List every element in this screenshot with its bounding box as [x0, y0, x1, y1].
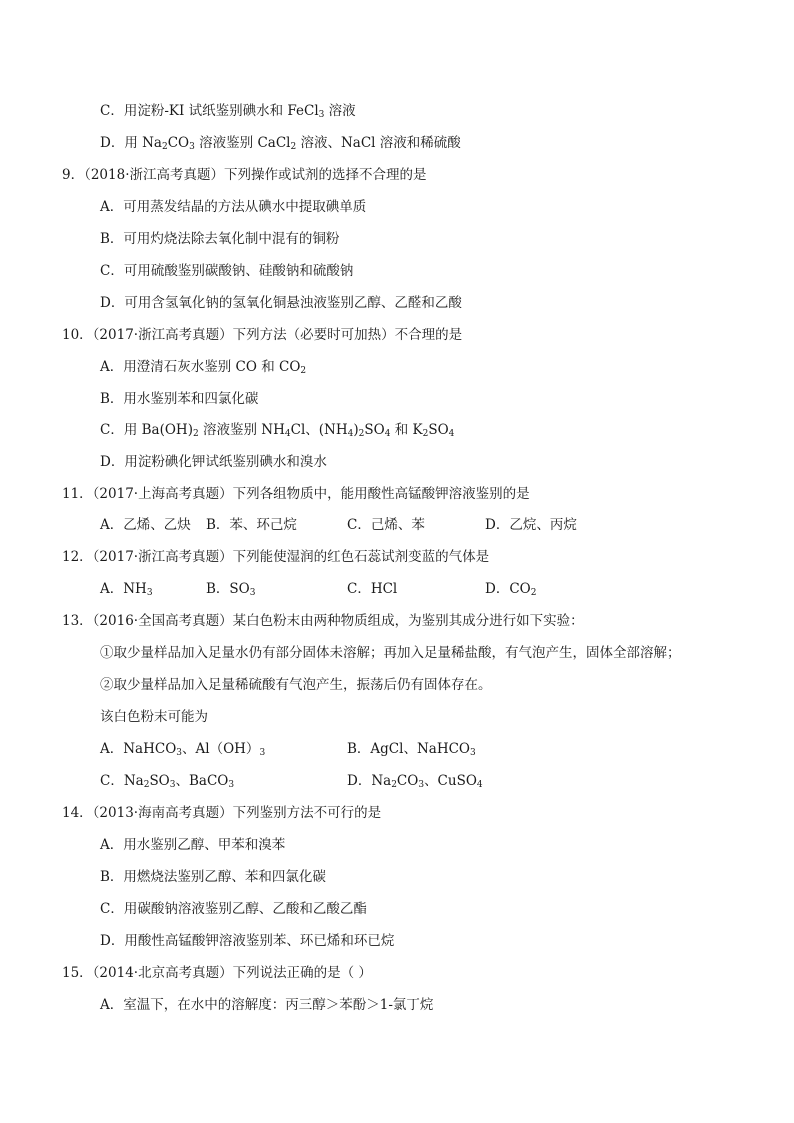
option-choice: C．$Na_2SO_3$、BaCO$_3$ — [100, 773, 235, 790]
option-choice: B．苯、环己烷 — [206, 517, 297, 533]
option-text: C．用碳酸钠溶液鉴别乙醇、乙酸和乙酸乙酯 — [100, 901, 367, 917]
option-row — [100, 580, 700, 598]
option-text: C．用淀粉-KI 试纸鉴别碘水和 FeCl$_3$ 溶液 — [100, 103, 356, 120]
question-stem: 9．（2018·浙江高考真题）下列操作或试剂的选择不合理的是 — [62, 167, 427, 183]
question-stem: 11．（2017·上海高考真题）下列各组物质中，能用酸性高锰酸钾溶液鉴别的是 — [62, 486, 530, 502]
option-choice: A．NaHCO$_3$、$Al(OH)_3$ — [100, 741, 266, 758]
option-text: ①取少量样品加入足量水仍有部分固体未溶解；再加入足量稀盐酸，有气泡产生，固体全部溶解； — [100, 645, 681, 661]
option-text: 该白色粉末可能为 — [100, 709, 208, 725]
option-text: B．可用灼烧法除去氧化制中混有的铜粉 — [100, 231, 340, 247]
option-choice: A．乙烯、乙炔 — [100, 517, 191, 533]
question-stem: 12．（2017·浙江高考真题）下列能使湿润的红色石蕊试剂变蓝的气体是 — [62, 549, 490, 565]
option-row — [100, 740, 700, 758]
option-choice: C．HCl — [347, 581, 398, 597]
option-text: D．用 $Na_2CO_3$ 溶液鉴别 CaCl$_2$ 溶液、NaCl 溶液和稀硫酸 — [100, 135, 461, 152]
option-text: ②取少量样品加入足量稀硫酸有气泡产生，振荡后仍有固体存在。 — [100, 677, 492, 693]
option-choice: D．乙烷、丙烷 — [485, 517, 577, 533]
option-text: A．用澄清石灰水鉴别 CO 和 $CO_2$ — [100, 359, 307, 376]
question-stem: 10．（2017·浙江高考真题）下列方法（必要时可加热）不合理的是 — [62, 327, 463, 343]
option-text: D．用酸性高锰酸钾溶液鉴别苯、环已烯和环已烷 — [100, 933, 395, 949]
option-text: D．用淀粉碘化钾试纸鉴别碘水和溴水 — [100, 454, 327, 470]
question-stem: 14．（2013·海南高考真题）下列鉴别方法不可行的是 — [62, 805, 382, 821]
option-text: B．用燃烧法鉴别乙醇、苯和四氯化碳 — [100, 869, 326, 885]
option-text: A．用水鉴别乙醇、甲苯和溴苯 — [100, 837, 286, 853]
option-text: B．用水鉴别苯和四氯化碳 — [100, 391, 259, 407]
option-choice: D．$CO_2$ — [485, 581, 537, 598]
option-choice: B．$SO_3$ — [206, 581, 256, 598]
question-stem: 13．（2016·全国高考真题）某白色粉末由两种物质组成，为鉴别其成分进行如下实验： — [62, 613, 584, 629]
option-choice: B．AgCl、NaHCO$_3$ — [347, 741, 476, 758]
option-row — [100, 772, 700, 790]
option-row — [100, 516, 700, 534]
option-choice: A．$NH_3$ — [100, 581, 153, 598]
question-stem: 15．（2014·北京高考真题）下列说法正确的是（ ） — [62, 965, 372, 981]
option-text: A．可用蒸发结晶的方法从碘水中提取碘单质 — [100, 199, 367, 215]
option-text: D．可用含氢氧化钠的氢氧化铜悬浊液鉴别乙醇、乙醛和乙酸 — [100, 295, 462, 311]
option-text: C．可用硫酸鉴别碳酸钠、硅酸钠和硫酸钠 — [100, 263, 354, 279]
option-text: A．室温下，在水中的溶解度：丙三醇＞苯酚＞1-氯丁烷 — [100, 997, 434, 1013]
option-choice: D．$Na_2CO_3$、CuSO$_4$ — [347, 773, 483, 790]
option-text: C．用 $Ba(OH)_2$ 溶液鉴别 $NH_4Cl$、$(NH_4)_2SO_4$ 和 $K_2SO_4$ — [100, 422, 455, 439]
option-choice: C．己烯、苯 — [347, 517, 425, 533]
